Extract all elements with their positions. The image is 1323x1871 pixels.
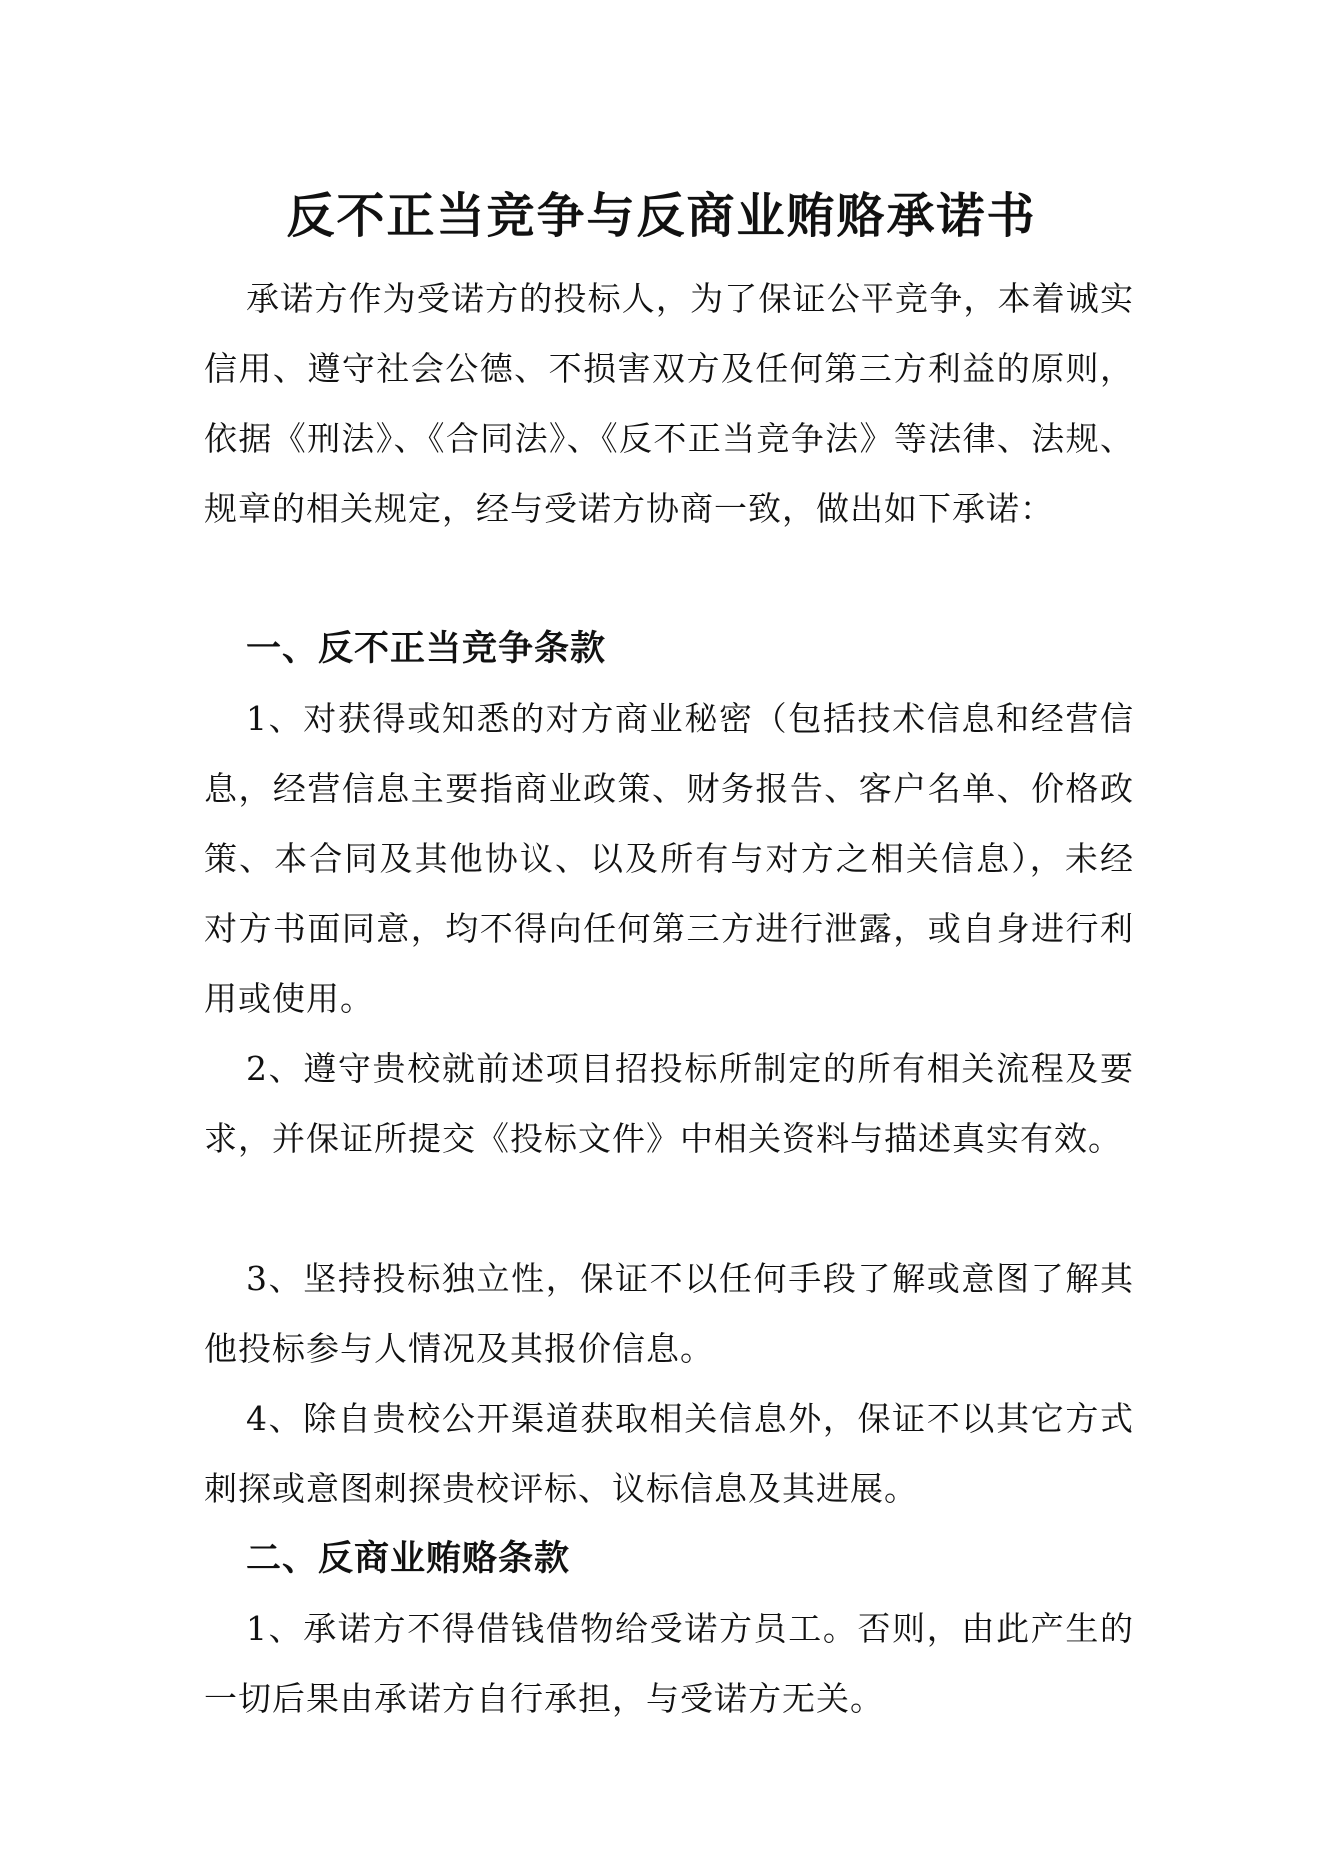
- section-2-heading: 二、反商业贿赂条款: [246, 1539, 571, 1579]
- section-1-clause-3: 3、坚持投标独立性，保证不以任何手段了解或意图了解其他投标参与人情况及其报价信息。: [204, 1259, 1134, 1368]
- document-title: 反不正当竞争与反商业贿赂承诺书: [286, 188, 1037, 244]
- section-1-clause-2: 2、遵守贵校就前述项目招投标所制定的所有相关流程及要求，并保证所提交《投标文件》中相关资料与描述真实有效。: [204, 1049, 1134, 1158]
- section-1-clause-4: 4、除自贵校公开渠道获取相关信息外，保证不以其它方式刺探或意图刺探贵校评标、议标信息及其进展。: [204, 1399, 1134, 1508]
- section-1-clause-1: 1、对获得或知悉的对方商业秘密（包括技术信息和经营信息，经营信息主要指商业政策、财务报告、客户名单、价格政策、本合同及其他协议、以及所有与对方之相关信息），未经对方书面同意，均不得向任何第三方进行泄露，或自身进行利用或使用。: [204, 699, 1134, 1018]
- section-2-clause-1: 1、承诺方不得借钱借物给受诺方员工。否则，由此产生的一切后果由承诺方自行承担，与受诺方无关。: [204, 1609, 1134, 1718]
- section-1-heading: 一、反不正当竞争条款: [246, 629, 607, 669]
- intro-paragraph: 承诺方作为受诺方的投标人，为了保证公平竞争，本着诚实信用、遵守社会公德、不损害双方及任何第三方利益的原则，依据《刑法》、《合同法》、《反不正当竞争法》等法律、法规、规章的相关规定，经与受诺方协商一致，做出如下承诺：: [204, 279, 1134, 528]
